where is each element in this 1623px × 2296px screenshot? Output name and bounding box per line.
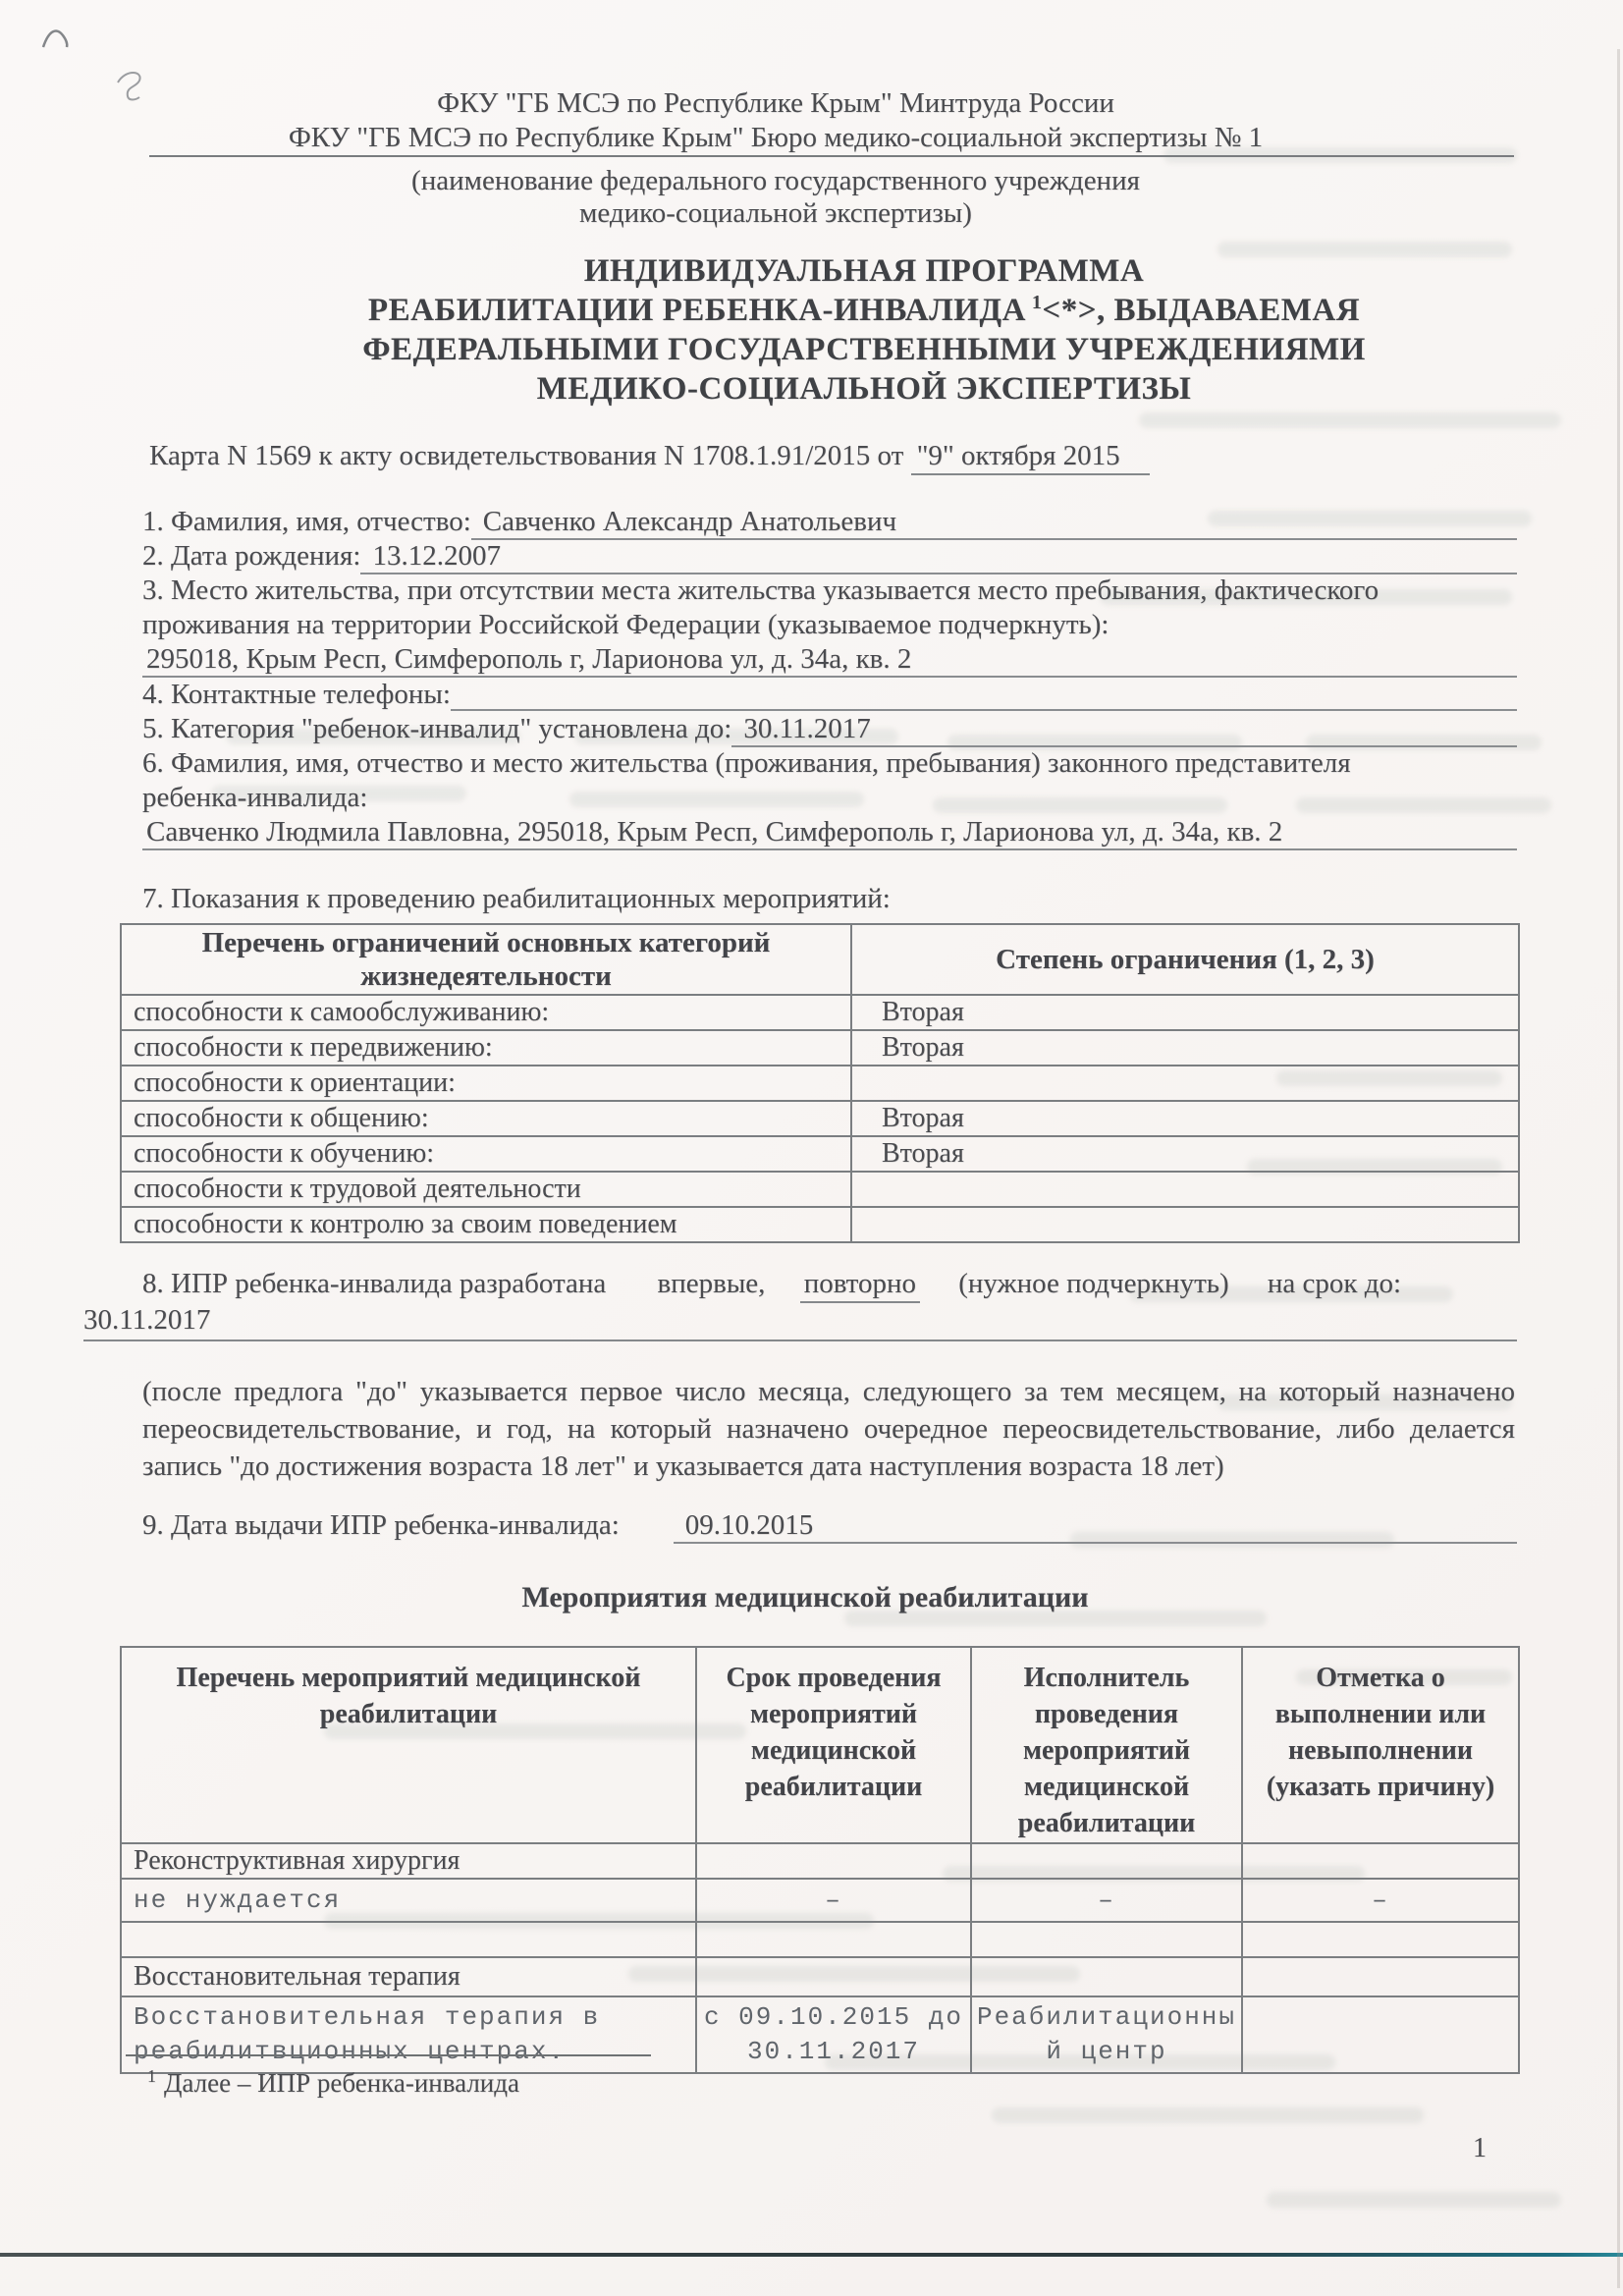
rehab-term: – bbox=[696, 1879, 971, 1922]
bleedthrough-artifact bbox=[1267, 2192, 1561, 2208]
rehab-col2-header: Срок проведения мероприятий медицинской реабилитации bbox=[696, 1647, 971, 1843]
limitations-col2-header: Степень ограничения (1, 2, 3) bbox=[851, 924, 1519, 995]
limitation-category: способности к обучению: bbox=[121, 1136, 851, 1172]
item-2-birthdate bbox=[142, 539, 1517, 574]
item-1-label: 1. Фамилия, имя, отчество: bbox=[142, 506, 471, 537]
document-title-line-2: РЕАБИЛИТАЦИИ РЕБЕНКА-ИНВАЛИДА $^1$<*>, ВЫДАВАЕМАЯ bbox=[367, 292, 1361, 328]
bleedthrough-artifact bbox=[1139, 412, 1561, 428]
item-4-label: 4. Контактные телефоны: bbox=[142, 679, 451, 710]
document-title-line-1: ИНДИВИДУАЛЬНАЯ ПРОГРАММА bbox=[583, 253, 1145, 289]
limitations-table bbox=[120, 923, 1520, 1243]
item-4-phones bbox=[142, 678, 1517, 711]
rehab-col3-header: Исполнитель проведения мероприятий медицинской реабилитации bbox=[971, 1647, 1242, 1843]
rehab-measure: Реконструктивная хирургия bbox=[121, 1843, 696, 1879]
limitation-category: способности к ориентации: bbox=[121, 1066, 851, 1101]
item-3-label-line-2: проживания на территории Российской Федерации (указываемое подчеркнуть): bbox=[142, 609, 1109, 640]
document-title bbox=[177, 251, 1551, 409]
scanner-edge-right bbox=[1617, 49, 1620, 2288]
limitations-col1-header: Перечень ограничений основных категорий жизнедеятельности bbox=[121, 924, 851, 995]
rehab-executor: Реабилитационны й центр bbox=[971, 1996, 1242, 2073]
item-8-term-label: на срок до: bbox=[1267, 1268, 1402, 1299]
header-underline bbox=[149, 155, 1514, 157]
rehab-measure: Восстановительная терапия bbox=[121, 1957, 696, 1996]
item-9-value: 09.10.2015 bbox=[674, 1508, 1517, 1544]
item-6-label-line-1: 6. Фамилия, имя, отчество и место жительства (проживания, пребывания) законного представителя bbox=[142, 747, 1351, 779]
rehab-col4-header: Отметка о выполнении или невыполнении (указать причину) bbox=[1242, 1647, 1519, 1843]
limitation-category: способности к общению: bbox=[121, 1101, 851, 1136]
table-row bbox=[121, 1996, 1519, 2073]
rehab-term: с 09.10.2015 до 30.11.2017 bbox=[696, 1996, 971, 2073]
item-6-label-line-2: ребенка-инвалида: bbox=[142, 782, 368, 813]
limitation-category: способности к передвижению: bbox=[121, 1030, 851, 1066]
org-name-line-2: ФКУ "ГБ МСЭ по Республике Крым" Бюро медико-социальной экспертизы № 1 bbox=[288, 122, 1264, 153]
limitation-degree: Вторая bbox=[851, 1030, 1519, 1066]
table-row bbox=[121, 1136, 1519, 1172]
card-number-line: Карта N 1569 к акту освидетельствования N 1708.1.91/2015 от "9" октября 2015 bbox=[149, 439, 1150, 472]
item-4-value bbox=[451, 678, 1517, 711]
footnote-ref-superscript: 1 bbox=[1031, 292, 1043, 313]
rehab-executor: – bbox=[971, 1879, 1242, 1922]
table-row-section bbox=[121, 1957, 1519, 1996]
item-7-label: 7. Показания к проведению реабилитационных мероприятий: bbox=[142, 883, 891, 914]
table-row bbox=[121, 1101, 1519, 1136]
limitation-degree: Вторая bbox=[851, 1136, 1519, 1172]
item-3-label-line-1: 3. Место жительства, при отсутствии места жительства указывается место пребывания, фактического bbox=[142, 574, 1380, 606]
note-paragraph: (после предлога "до" указывается первое число месяца, следующего за тем месяцем, на который назначено переосвидетельствование, и год, на который назначено очередное переосвидетельствование, либо делается запись "до достижения возраста 18 лет" и указывается дата наступления возраста 18 лет) bbox=[142, 1376, 1515, 1482]
footnote-separator bbox=[126, 2054, 651, 2056]
limitations-table-header-row bbox=[121, 924, 1519, 995]
limitation-degree: Вторая bbox=[851, 995, 1519, 1030]
item-2-label: 2. Дата рождения: bbox=[142, 540, 361, 572]
item-8-value: 30.11.2017 bbox=[83, 1304, 211, 1336]
rehab-measures-table bbox=[120, 1646, 1520, 2074]
item-8-option-repeat-underlined: повторно bbox=[800, 1268, 920, 1303]
scanner-edge-line bbox=[0, 2253, 1623, 2257]
limitation-category: способности к трудовой деятельности bbox=[121, 1172, 851, 1207]
rehab-mark bbox=[1242, 1996, 1519, 2073]
rehab-table-header-row bbox=[121, 1647, 1519, 1843]
org-name-line-1: ФКУ "ГБ МСЭ по Республике Крым" Минтруда России bbox=[437, 87, 1114, 119]
limitation-category: способности к самообслуживанию: bbox=[121, 995, 851, 1030]
table-row bbox=[121, 1066, 1519, 1101]
item-6-value: Савченко Людмила Павловна, 295018, Крым Респ, Симферополь г, Ларионова ул, д. 34а, кв. 2 bbox=[142, 815, 1517, 850]
card-date-underlined: "9" октября 2015 bbox=[911, 440, 1150, 475]
table-row-section bbox=[121, 1843, 1519, 1879]
item-9-issue-date bbox=[142, 1508, 1517, 1544]
page-number: 1 bbox=[1473, 2133, 1487, 2163]
limitation-degree bbox=[851, 1066, 1519, 1101]
item-8-prefix: 8. ИПР ребенка-инвалида разработана bbox=[142, 1268, 607, 1299]
item-1-value: Савченко Александр Анатольевич bbox=[471, 505, 1517, 540]
item-8-line bbox=[142, 1267, 1527, 1300]
item-1-fio bbox=[142, 505, 1517, 540]
table-row bbox=[121, 1172, 1519, 1207]
item-3-address bbox=[142, 642, 1517, 678]
limitation-category: способности к контролю за своим поведением bbox=[121, 1207, 851, 1242]
rehab-measure: Восстановительная терапия в реабилитвционных центрах. bbox=[121, 1996, 696, 2073]
org-caption-line-1: (наименование федерального государственного учреждения bbox=[411, 165, 1140, 196]
blank-underline bbox=[83, 1339, 1517, 1341]
table-row bbox=[121, 1879, 1519, 1922]
footnote bbox=[147, 2068, 519, 2099]
limitation-degree: Вторая bbox=[851, 1101, 1519, 1136]
item-5-value: 30.11.2017 bbox=[731, 712, 1517, 747]
table-row-empty bbox=[121, 1922, 1519, 1957]
bleedthrough-artifact bbox=[992, 2107, 1424, 2123]
item-5-label: 5. Категория "ребенок-инвалид" установлена до: bbox=[142, 713, 732, 744]
table-row bbox=[121, 1030, 1519, 1066]
item-2-value: 13.12.2007 bbox=[360, 539, 1517, 574]
pen-mark-icon bbox=[37, 22, 77, 55]
document-title-line-3: ФЕДЕРАЛЬНЫМИ ГОСУДАРСТВЕННЫМИ УЧРЕЖДЕНИЯМИ bbox=[362, 332, 1366, 367]
section-title-medical-rehab: Мероприятия медицинской реабилитации bbox=[521, 1581, 1089, 1613]
limitation-degree bbox=[851, 1207, 1519, 1242]
rehab-mark: – bbox=[1242, 1879, 1519, 1922]
footnote-text: Далее – ИПР ребенка-инвалида bbox=[164, 2068, 519, 2098]
item-9-label: 9. Дата выдачи ИПР ребенка-инвалида: bbox=[142, 1509, 620, 1541]
limitation-degree bbox=[851, 1172, 1519, 1207]
item-6-representative bbox=[142, 815, 1517, 850]
item-8-option-first-time: впервые, bbox=[657, 1268, 766, 1299]
document-title-line-4: МЕДИКО-СОЦИАЛЬНОЙ ЭКСПЕРТИЗЫ bbox=[536, 371, 1192, 407]
footnote-superscript: 1 bbox=[147, 2066, 156, 2086]
org-caption-line-2: медико-социальной экспертизы) bbox=[579, 197, 972, 229]
item-3-value: 295018, Крым Респ, Симферополь г, Ларионова ул, д. 34а, кв. 2 bbox=[142, 642, 1517, 678]
rehab-measure: не нуждается bbox=[121, 1879, 696, 1922]
item-5-category bbox=[142, 712, 1517, 747]
table-row bbox=[121, 995, 1519, 1030]
item-8-note: (нужное подчеркнуть) bbox=[958, 1268, 1229, 1299]
rehab-col1-header: Перечень мероприятий медицинской реабилитации bbox=[121, 1647, 696, 1843]
table-row bbox=[121, 1207, 1519, 1242]
